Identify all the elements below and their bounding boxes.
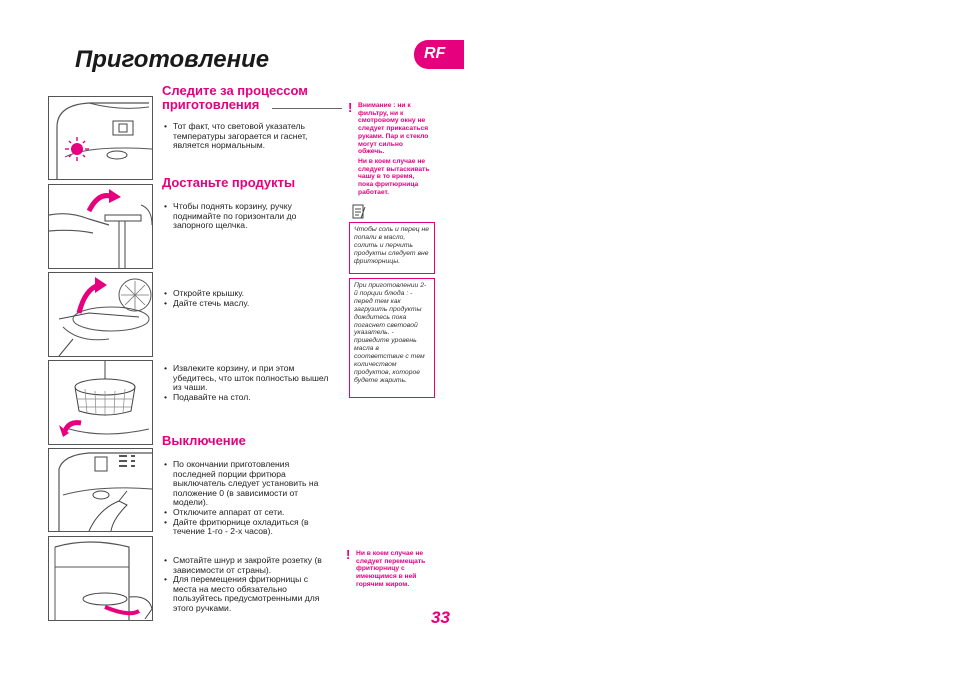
language-badge-label: RF [424, 45, 446, 62]
section-title-off: Выключение [162, 433, 246, 448]
language-badge [414, 40, 464, 69]
section-title-remove: Достаньте продукты [162, 175, 296, 190]
remove-bullet-list-3 [162, 364, 332, 402]
remove-bullet-list-2 [162, 289, 332, 308]
list-item: • Для перемещения фритюрницы с места на место обязательно пользуйтесь предусмотренными для этого ручками. [162, 575, 332, 613]
remove-bullet-list-1 [162, 202, 332, 231]
tip-note-1-text: Чтобы соль и перец не попали в масло, солить и перчить продукты следует вне фритюрницы. [354, 226, 430, 265]
page-number: 33 [431, 608, 450, 627]
warning-icon: ! [346, 547, 351, 562]
warning-note-2 [356, 550, 430, 589]
tip-note-2 [349, 278, 435, 398]
list-item: • Откройте крышку. [162, 289, 332, 299]
list-item: • Тот факт, что световой указатель температуры загорается и гаснет, является нормальным. [162, 122, 332, 151]
tip-note-1 [349, 222, 435, 274]
list-item: • Отключите аппарат от сети. [162, 508, 332, 518]
section-title-rule [272, 108, 342, 109]
list-item: • Чтобы поднять корзину, ручку поднимайте по горизонтали до запорного щелчка. [162, 202, 332, 231]
list-item: • Смотайте шнур и закройте розетку (в зависимости от страны). [162, 556, 332, 575]
fryer-light-indicator-illustration [48, 96, 153, 180]
warning-note-1-para-2: Ни в коем случае не следует вытаскивать чашу в то время, пока фритюрница работает. [358, 157, 430, 196]
list-item: • По окончании приготовления последней порции фритюра выключатель следует установить на положение 0 (в зависимости от модели). [162, 460, 332, 508]
watch-bullet-list [162, 122, 332, 151]
list-item: • Дайте фритюрнице охладиться (в течение 1-го - 2-х часов). [162, 518, 332, 537]
section-title-watch: Следите за процессом приготовления [162, 83, 308, 112]
off-bullet-list-1 [162, 460, 332, 537]
warning-icon: ! [348, 100, 353, 115]
warning-note-1 [358, 102, 430, 196]
open-lid-drain-illustration [48, 272, 153, 357]
list-item: • Извлеките корзину, и при этом убедитесь, что шток полностью вышел из чаши. [162, 364, 332, 393]
lift-basket-handle-illustration [48, 184, 153, 269]
carry-fryer-illustration [48, 536, 153, 621]
warning-note-1-para-1: Внимание : ни к фильтру, ни к смотровому окну не следует прикасаться руками. Пар и стекло могут сильно обжечь. [358, 102, 429, 156]
tip-note-2-text: При приготовлении 2-й порции блюда : - перед тем как загрузить продукты дождитесь пока погаснет световой указатель. - приведите уровень масла в соответствие с тем количеством продуктов, которое будете жарить. [354, 282, 427, 384]
page-title: Приготовление [75, 46, 270, 73]
tip-icon [352, 204, 366, 220]
warning-note-2-text: Ни в коем случае не следует перемещать фритюрницу с имеющимся в ней горячим жиром. [356, 550, 426, 588]
switch-off-illustration [48, 448, 153, 532]
off-bullet-list-2 [162, 556, 332, 614]
remove-basket-illustration [48, 360, 153, 445]
list-item: • Дайте стечь маслу. [162, 299, 332, 309]
list-item: • Подавайте на стол. [162, 393, 332, 403]
